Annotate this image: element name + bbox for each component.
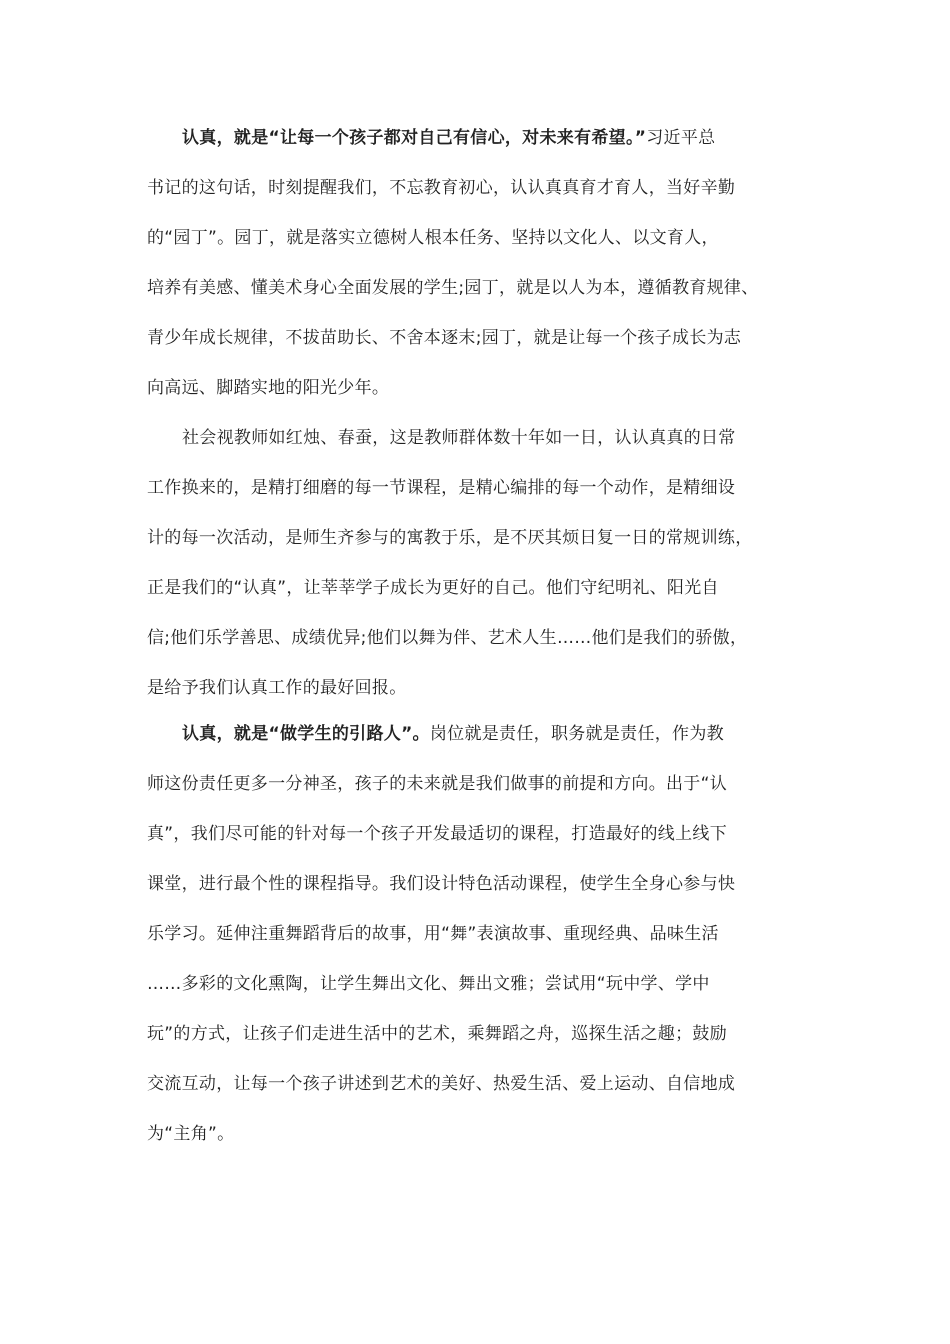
paragraph-3-line-8: 交流互动，让每一个孩子讲述到艺术的美好、热爱生活、爱上运动、自信地成	[147, 1074, 736, 1094]
paragraph-2-line-5: 信;他们乐学善思、成绩优异;他们以舞为伴、艺术人生……他们是我们的骄傲，	[147, 628, 748, 648]
paragraph-3-lead: 认真，就是“做学生的引路人”。	[182, 724, 430, 744]
paragraph-1-line-2: 书记的这句话，时刻提醒我们，不忘教育初心，认认真真育才育人，当好辛勤	[147, 178, 736, 198]
paragraph-1-line-3: 的“园丁”。园丁，就是落实立德树人根本任务、坚持以文化人、以文育人，	[147, 228, 719, 248]
paragraph-1-line-4: 培养有美感、懂美术身心全面发展的学生;园丁，就是以人为本，遵循教育规律、	[147, 278, 759, 298]
paragraph-2-line-6: 是给予我们认真工作的最好回报。	[147, 678, 407, 698]
paragraph-2-line-1: 社会视教师如红烛、春蚕，这是教师群体数十年如一日，认认真真的日常	[182, 428, 736, 448]
paragraph-3-line-3: 真”，我们尽可能的针对每一个孩子开发最适切的课程，打造最好的线上线下	[147, 824, 728, 844]
paragraph-3-line-6: ……多彩的文化熏陶，让学生舞出文化、舞出文雅；尝试用“玩中学、学中	[147, 974, 710, 994]
paragraph-3-line-2: 师这份责任更多一分神圣，孩子的未来就是我们做事的前提和方向。出于“认	[147, 774, 728, 794]
paragraph-2-line-4: 正是我们的“认真”，让莘莘学子成长为更好的自己。他们守纪明礼、阳光自	[147, 578, 719, 598]
paragraph-1-line-1	[182, 126, 715, 150]
paragraph-1-text: 习近平总	[646, 128, 716, 148]
paragraph-3-line-1	[182, 722, 724, 746]
paragraph-2-line-3: 计的每一次活动，是师生齐参与的寓教于乐，是不厌其烦日复一日的常规训练，	[147, 528, 753, 548]
paragraph-1-line-6: 向高远、脚踏实地的阳光少年。	[147, 378, 390, 398]
paragraph-3-line-7: 玩”的方式，让孩子们走进生活中的艺术，乘舞蹈之舟，巡探生活之趣；鼓励	[147, 1024, 728, 1044]
paragraph-3-line-5: 乐学习。延伸注重舞蹈背后的故事，用“舞”表演故事、重现经典、品味生活	[147, 924, 719, 944]
paragraph-1-lead: 认真，就是“让每一个孩子都对自己有信心，对未来有希望。”	[182, 128, 647, 148]
paragraph-3-line-4: 课堂，进行最个性的课程指导。我们设计特色活动课程，使学生全身心参与快	[147, 874, 736, 894]
paragraph-1-line-5: 青少年成长规律，不拔苗助长、不舍本逐末;园丁，就是让每一个孩子成长为志	[147, 328, 742, 348]
paragraph-2-line-2: 工作换来的，是精打细磨的每一节课程，是精心编排的每一个动作，是精细设	[147, 478, 736, 498]
paragraph-3-line-9: 为“主角”。	[147, 1124, 235, 1144]
paragraph-3-text: 岗位就是责任，职务就是责任，作为教	[429, 724, 724, 744]
